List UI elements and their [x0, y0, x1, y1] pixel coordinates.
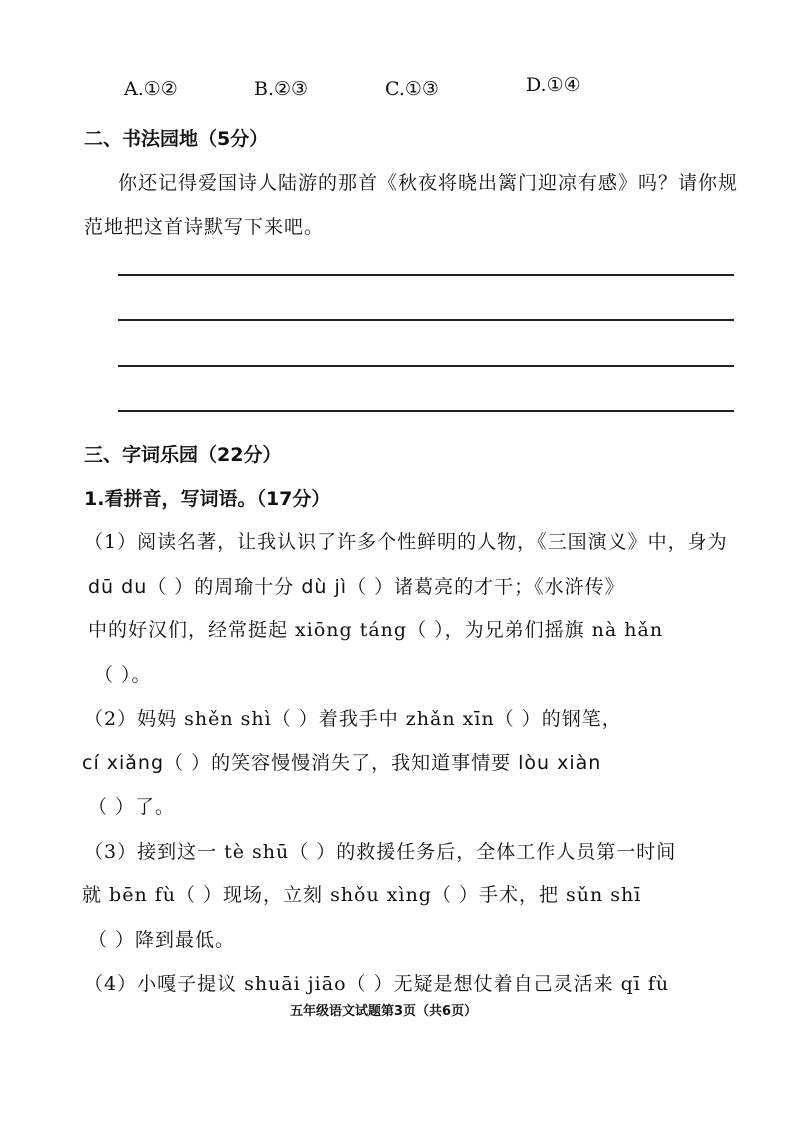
exercise-line: （4）小嘎子提议 shuāi jiāo（ ）无疑是想仗着自己灵活来 qī fù — [84, 973, 670, 995]
exercise-line: dū du（ ）的周瑜十分 dù jì（ ）诸葛亮的才干；《水浒传》 — [88, 576, 625, 598]
section-3-title: 三、字词乐园（22分） — [84, 444, 282, 466]
writing-line-3[interactable] — [118, 365, 734, 367]
writing-line-1[interactable] — [118, 274, 734, 276]
page-footer: 五年级语文试题第3页（共6页） — [290, 1004, 478, 1019]
section-2-prompt-line-2: 范地把这首诗默写下来吧。 — [84, 216, 325, 238]
exercise-line: （2）妈妈 shěn shì（ ）着我手中 zhǎn xīn（ ）的钢笔， — [84, 708, 622, 730]
exercise-line: （3）接到这一 tè shū（ ）的救援任务后，全体工作人员第一时间 — [84, 841, 677, 863]
exercise-line: （ ）降到最低。 — [88, 929, 236, 951]
question-1-title: 1.看拼音，写词语。（17分） — [84, 488, 331, 510]
exercise-line: （ ）。 — [94, 664, 152, 686]
section-2-prompt-line-1: 你还记得爱国诗人陆游的那首《秋夜将晓出篱门迎凉有感》吗？请你规 — [118, 172, 739, 194]
option-a: A.①② — [124, 78, 178, 100]
option-b: B.②③ — [254, 78, 309, 100]
exercise-line: cí xiǎng（ ）的笑容慢慢消失了，我知道事情要 lòu xiàn — [82, 752, 602, 774]
exercise-line: 就 bēn fù（ ）现场，立刻 shǒu xìng（ ）手术，把 sǔn shī — [82, 884, 642, 906]
exercise-line: （1）阅读名著，让我认识了许多个性鲜明的人物，《三国演义》中，身为 — [84, 531, 728, 553]
section-2-title: 二、书法园地（5分） — [84, 128, 269, 150]
writing-line-2[interactable] — [118, 319, 734, 321]
writing-line-4[interactable] — [118, 410, 734, 412]
option-c: C.①③ — [385, 78, 439, 100]
exercise-line: （ ）了。 — [88, 796, 176, 818]
option-d: D.①④ — [526, 74, 581, 96]
exercise-line: 中的好汉们，经常挺起 xiōng táng（ ），为兄弟们摇旗 nà hǎn — [88, 619, 664, 641]
